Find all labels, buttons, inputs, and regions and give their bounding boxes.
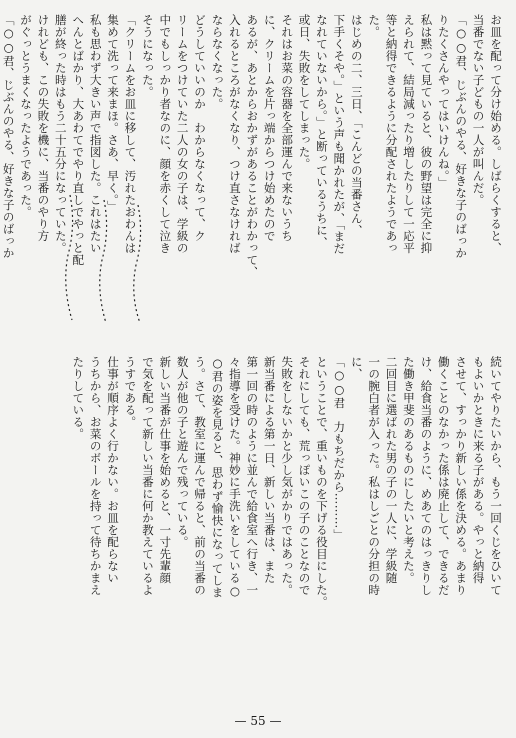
text-line: もよいかときに来る子がある。やっと納得	[471, 356, 486, 584]
text-line: 「○○君 力もちだから………」	[332, 356, 347, 541]
text-line: がぐっとうまくなったようであった。	[19, 14, 34, 218]
text-line: あるが、あとからおかずがあることがわかって、	[245, 14, 260, 278]
text-line: させて、すっかり新しい係を決める。あまり	[454, 356, 469, 596]
text-line: 当番でない子どもの一人が叫んだ。	[471, 14, 486, 206]
wavy-ornament	[58, 195, 158, 325]
text-line: に、クリームを片っ端からつけ始めたので	[262, 14, 277, 242]
text-line: 数人が他の子と遊んで残っている。	[175, 356, 190, 548]
text-line: に、	[349, 356, 364, 380]
text-block-bottom	[14, 356, 504, 684]
text-line: 「クリームをお皿に移して、汚れたおわんは	[123, 14, 138, 254]
text-line: えられて、結局減ったり増したりして一応平	[401, 14, 416, 254]
text-line: お皿を配って分け始める。しばらくすると、	[489, 14, 503, 254]
text-line: そうになった。	[140, 14, 155, 98]
text-line: けれども、この失敗を機に、当番のやり方	[36, 14, 51, 242]
text-line: 私も思わず大きい声で指図した。これはたい	[88, 14, 103, 254]
text-line: 続いてやりたいから、もう一回くじをひいて	[489, 356, 503, 596]
text-line: け、給食当番のように、めあてのはっきりし	[419, 356, 434, 596]
text-line: で気を配って新しい当番に何か教えているよ	[140, 356, 155, 596]
text-line: 或日、失敗をしてしまった。	[297, 14, 312, 170]
text-line: 働くことのなかった係は廃止して、できるだ	[436, 356, 451, 596]
text-line: 集めて洗って来まほ。さあ、早く。」	[106, 14, 121, 213]
text-line: 失敗をしないかと少し気がかりではあった。	[280, 356, 295, 596]
text-line: 「○○君、じぶんのやる、好きな子のばっか	[1, 14, 16, 259]
text-line: うすである。	[123, 356, 138, 428]
text-line: りたくさんやってはいけんね。」	[436, 14, 451, 189]
text-line: 々指導を受けた。神妙に手洗いをしている○	[227, 356, 242, 599]
text-line: 新当番による第一日、新しい当番は、また	[262, 356, 277, 584]
text-line: はじめの二、三日、「こんどの当番さん、	[349, 14, 364, 237]
text-line: 私は黙って見ていると、彼の野望は完全に抑	[419, 14, 434, 254]
page-number: — 55 —	[234, 714, 282, 728]
text-line: 「○○君、じぶんのやる、好きな子のばっか	[454, 14, 469, 259]
text-line: 仕事が順序よく行かない。お皿を配らない	[106, 356, 121, 584]
text-line: 二回目に選ばれた男の子の一人に、学級随	[384, 356, 399, 584]
text-line: た。	[367, 14, 382, 38]
text-line: ○君の姿を見ると、思わず愉快になってしま	[210, 356, 225, 599]
text-line: うちから、お菜のボールを持って待ちかまえ	[88, 356, 103, 596]
text-line: 新しい当番が仕事を始めると、一寸先輩顔	[158, 356, 173, 584]
text-line: なれていないから。」と断っているうちに、	[314, 14, 329, 249]
text-line: 第一回の時のように並んで給食室へ行き、一	[245, 356, 260, 596]
text-line: 下手くそや。」という声も聞かれたが、「まだ	[332, 14, 347, 255]
text-line: 膳が終った時はもう二十五分になっていた。	[53, 14, 68, 254]
text-line: 一の腕白者が入った。私はしごとの分担の時	[367, 356, 382, 596]
text-line: ならなくなった。	[210, 14, 225, 110]
text-line: う。さて、教室に運んで帰ると、前の当番の	[193, 356, 208, 596]
text-line: 等と納得できるように分配されたようであっ	[384, 14, 399, 254]
text-line: た働き甲斐のあるものにしたいと考えた。	[401, 356, 416, 584]
text-line: それにしても、荒っぽいこの子のことなので	[297, 356, 312, 596]
text-line: リームをつけていた二人の女の子は、学級の	[175, 14, 190, 254]
text-line: 中でもしっかり者なのに、顔を赤くして泣き	[158, 14, 173, 254]
text-line: 入れるところがなくなり、つけ直さなければ	[227, 14, 242, 254]
text-line: それはお菜の容器を全部運んで来ないうち	[280, 14, 295, 242]
text-line: へんとばかり、大あわてでやり直しでやっと配	[71, 14, 86, 266]
text-line: ということで、重いものを下げる役目にした。	[314, 356, 329, 608]
text-line: どうしていいのか わからなくなって、ク	[193, 14, 208, 242]
text-line: たりしている。	[71, 356, 86, 440]
